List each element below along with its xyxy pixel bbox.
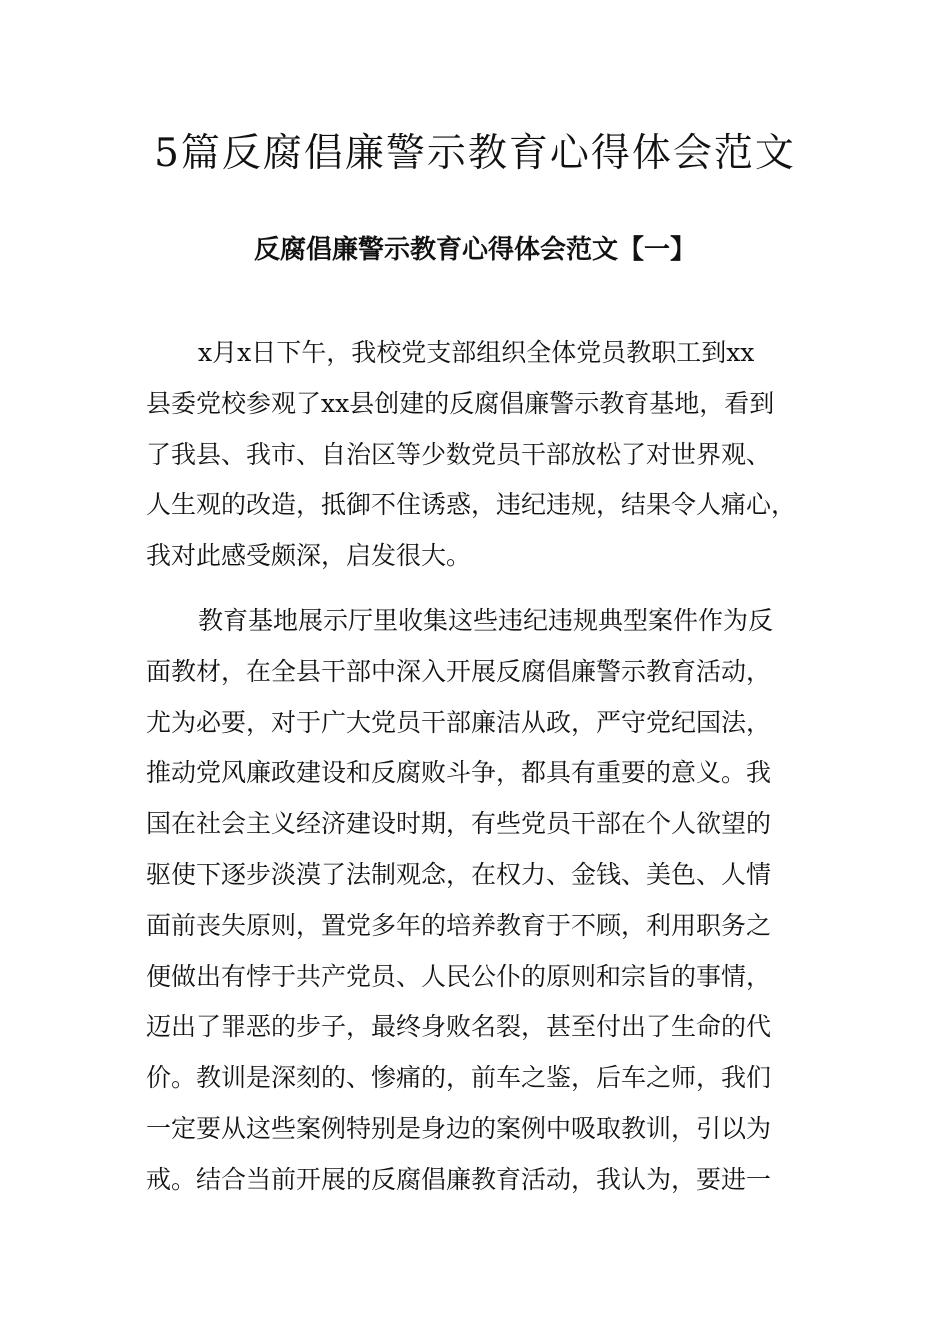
paragraph-line: 了我县、我市、自治区等少数党员干部放松了对世界观、 [146, 439, 772, 469]
paragraph-line: 驱使下逐步淡漠了法制观念，在权力、金钱、美色、人情 [146, 859, 772, 889]
document-title: 5篇反腐倡廉警示教育心得体会范文 [154, 131, 796, 176]
paragraph-line: 面前丧失原则，置党多年的培养教育于不顾，利用职务之 [146, 910, 772, 940]
paragraph-line: 人生观的改造，抵御不住诱惑，违纪违规，结果令人痛心， [146, 490, 797, 520]
paragraph-line: 戒。结合当前开展的反腐倡廉教育活动，我认为，要进一 [146, 1164, 772, 1194]
paragraph-line: x月x日下午，我校党支部组织全体党员教职工到xx [198, 338, 755, 367]
paragraph-line: 国在社会主义经济建设时期，有些党员干部在个人欲望的 [146, 809, 772, 839]
paragraph-line: 一定要从这些案例特别是身边的案例中吸取教训，引以为 [146, 1113, 772, 1143]
paragraph-line: 教育基地展示厅里收集这些违纪违规典型案件作为反 [198, 606, 774, 635]
paragraph-line: 推动党风廉政建设和反腐败斗争，都具有重要的意义。我 [146, 758, 772, 788]
paragraph-line: 迈出了罪恶的步子，最终身败名裂，甚至付出了生命的代 [146, 1012, 772, 1042]
paragraph-1 [146, 328, 804, 582]
paragraph-line: 尤为必要，对于广大党员干部廉洁从政，严守党纪国法， [146, 707, 772, 737]
paragraph-line: 面教材，在全县干部中深入开展反腐倡廉警示教育活动， [146, 656, 772, 686]
paragraph-line: 便做出有悖于共产党员、人民公仆的原则和宗旨的事情， [146, 961, 772, 991]
paragraph-line: 价。教训是深刻的、惨痛的，前车之鉴，后车之师，我们 [146, 1063, 772, 1093]
paragraph-2 [146, 596, 804, 1206]
section-title: 反腐倡廉警示教育心得体会范文【一】 [253, 235, 696, 265]
paragraph-line: 县委党校参观了xx县创建的反腐倡廉警示教育基地，看到 [146, 388, 775, 418]
paragraph-line: 我对此感受颇深，启发很大。 [146, 541, 472, 571]
